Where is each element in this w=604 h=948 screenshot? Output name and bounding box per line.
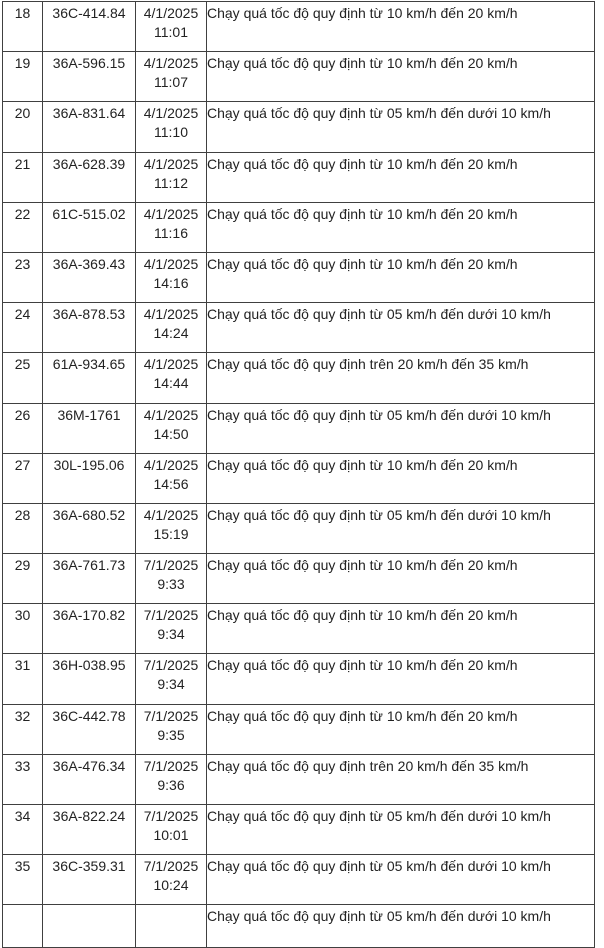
row-number-cell: 20 [3, 102, 43, 152]
license-plate-cell: 36C-414.84 [43, 2, 136, 52]
violation-date: 4/1/2025 [143, 205, 199, 222]
table-row [3, 604, 595, 654]
license-plate-cell: 36A-878.53 [43, 303, 136, 353]
violation-description-cell: Chạy quá tốc độ quy định từ 10 km/h đến 20 km/h [207, 252, 595, 302]
violation-time: 11:01 [154, 24, 188, 40]
table-row [3, 202, 595, 252]
license-plate-cell: 36A-822.24 [43, 805, 136, 855]
violation-date: 4/1/2025 [143, 155, 199, 172]
datetime-cell [136, 905, 207, 948]
violation-time: 15:19 [153, 525, 189, 542]
violation-date: 7/1/2025 [143, 757, 199, 774]
violation-description-cell: Chạy quá tốc độ quy định từ 10 km/h đến 20 km/h [207, 202, 595, 252]
violation-time: 9:33 [157, 576, 185, 593]
violation-time: 11:16 [154, 224, 188, 241]
violation-description-cell: Chạy quá tốc độ quy định từ 05 km/h đến dưới 10 km/h [207, 855, 595, 905]
license-plate-cell: 36A-831.64 [43, 102, 136, 152]
table-row [3, 654, 595, 704]
license-plate-cell: 36A-476.34 [43, 754, 136, 804]
datetime-cell [136, 754, 207, 804]
table-row [3, 102, 595, 152]
license-plate-cell: 36C-359.31 [43, 855, 136, 905]
datetime-cell [136, 303, 207, 353]
violation-time: 14:24 [153, 325, 189, 342]
violation-date: 4/1/2025 [143, 5, 199, 21]
license-plate-cell: 36A-628.39 [43, 152, 136, 202]
datetime-cell [136, 252, 207, 302]
license-plate-cell: 36C-442.78 [43, 704, 136, 754]
violation-description-cell: Chạy quá tốc độ quy định trên 20 km/h đến 35 km/h [207, 754, 595, 804]
violation-description-cell: Chạy quá tốc độ quy định từ 05 km/h đến dưới 10 km/h [207, 303, 595, 353]
violation-date: 4/1/2025 [143, 356, 199, 373]
license-plate-cell: 36A-761.73 [43, 554, 136, 604]
datetime-cell [136, 403, 207, 453]
violation-date: 4/1/2025 [143, 506, 199, 523]
table-row [3, 503, 595, 553]
violation-time: 9:34 [157, 676, 185, 693]
violation-description-cell: Chạy quá tốc độ quy định từ 05 km/h đến dưới 10 km/h [207, 905, 595, 948]
datetime-cell [136, 202, 207, 252]
violation-description-cell: Chạy quá tốc độ quy định từ 05 km/h đến dưới 10 km/h [207, 805, 595, 855]
violation-time: 11:10 [154, 124, 188, 141]
table-row [3, 152, 595, 202]
violation-date: 4/1/2025 [143, 306, 199, 323]
table-row [3, 855, 595, 905]
violation-time: 11:12 [154, 174, 188, 191]
datetime-cell [136, 654, 207, 704]
license-plate-cell [43, 905, 136, 948]
violation-description-cell: Chạy quá tốc độ quy định từ 10 km/h đến 20 km/h [207, 604, 595, 654]
violation-description-cell: Chạy quá tốc độ quy định trên 20 km/h đến 35 km/h [207, 353, 595, 403]
violation-description-cell: Chạy quá tốc độ quy định từ 05 km/h đến dưới 10 km/h [207, 403, 595, 453]
datetime-cell [136, 453, 207, 503]
datetime-cell [136, 102, 207, 152]
violation-time: 14:50 [153, 425, 189, 442]
row-number-cell: 27 [3, 453, 43, 503]
table-row [3, 252, 595, 302]
license-plate-cell: 36H-038.95 [43, 654, 136, 704]
row-number-cell: 24 [3, 303, 43, 353]
row-number-cell: 21 [3, 152, 43, 202]
violation-time: 9:35 [157, 726, 185, 743]
datetime-cell [136, 604, 207, 654]
row-number-cell: 34 [3, 805, 43, 855]
datetime-cell [136, 152, 207, 202]
table-row [3, 2, 595, 52]
license-plate-cell: 36A-680.52 [43, 503, 136, 553]
violation-date: 7/1/2025 [143, 858, 199, 875]
row-number-cell: 30 [3, 604, 43, 654]
table-row [3, 754, 595, 804]
violation-time: 14:56 [153, 475, 189, 492]
violation-date: 4/1/2025 [143, 456, 199, 473]
datetime-cell [136, 503, 207, 553]
violation-time: 9:34 [157, 626, 185, 643]
license-plate-cell: 30L-195.06 [43, 453, 136, 503]
license-plate-cell: 61C-515.02 [43, 202, 136, 252]
license-plate-cell: 36M-1761 [43, 403, 136, 453]
violation-description-cell: Chạy quá tốc độ quy định từ 10 km/h đến 20 km/h [207, 453, 595, 503]
license-plate-cell: 36A-170.82 [43, 604, 136, 654]
datetime-cell [136, 353, 207, 403]
license-plate-cell: 61A-934.65 [43, 353, 136, 403]
row-number-cell: 31 [3, 654, 43, 704]
violation-description-cell: Chạy quá tốc độ quy định từ 05 km/h đến dưới 10 km/h [207, 102, 595, 152]
row-number-cell: 22 [3, 202, 43, 252]
violation-description-cell: Chạy quá tốc độ quy định từ 05 km/h đến dưới 10 km/h [207, 503, 595, 553]
violation-date: 4/1/2025 [143, 255, 199, 272]
row-number-cell: 33 [3, 754, 43, 804]
license-plate-cell: 36A-369.43 [43, 252, 136, 302]
row-number-cell: 26 [3, 403, 43, 453]
datetime-cell [136, 704, 207, 754]
row-number-cell: 29 [3, 554, 43, 604]
violation-time: 10:01 [153, 827, 189, 843]
violation-date: 4/1/2025 [143, 105, 199, 122]
row-number-cell: 19 [3, 52, 43, 102]
violation-description-cell: Chạy quá tốc độ quy định từ 10 km/h đến 20 km/h [207, 704, 595, 754]
violation-description-cell: Chạy quá tốc độ quy định từ 10 km/h đến 20 km/h [207, 52, 595, 102]
violation-date: 7/1/2025 [143, 808, 199, 824]
table-row [3, 403, 595, 453]
violation-date: 7/1/2025 [143, 557, 199, 574]
row-number-cell: 23 [3, 252, 43, 302]
violations-table-body [3, 2, 595, 948]
row-number-cell: 25 [3, 353, 43, 403]
table-row [3, 554, 595, 604]
table-row [3, 52, 595, 102]
row-number-cell [3, 905, 43, 948]
table-row [3, 704, 595, 754]
datetime-cell [136, 855, 207, 905]
datetime-cell [136, 805, 207, 855]
row-number-cell: 18 [3, 2, 43, 52]
violation-date: 7/1/2025 [143, 607, 199, 624]
violation-description-cell: Chạy quá tốc độ quy định từ 10 km/h đến 20 km/h [207, 152, 595, 202]
violation-description-cell: Chạy quá tốc độ quy định từ 10 km/h đến 20 km/h [207, 2, 595, 52]
violation-date: 7/1/2025 [143, 707, 199, 724]
table-row [3, 453, 595, 503]
violation-date: 4/1/2025 [143, 406, 199, 423]
row-number-cell: 32 [3, 704, 43, 754]
datetime-cell [136, 52, 207, 102]
violations-table [2, 1, 595, 948]
row-number-cell: 28 [3, 503, 43, 553]
violation-time: 14:16 [153, 274, 189, 291]
violation-time: 10:24 [153, 877, 189, 894]
row-number-cell: 35 [3, 855, 43, 905]
violation-date: 7/1/2025 [143, 657, 199, 674]
license-plate-cell: 36A-596.15 [43, 52, 136, 102]
violation-time: 14:44 [153, 375, 189, 392]
datetime-cell [136, 554, 207, 604]
violation-time: 9:36 [157, 776, 185, 793]
table-row [3, 905, 595, 948]
violation-description-cell: Chạy quá tốc độ quy định từ 10 km/h đến 20 km/h [207, 554, 595, 604]
table-row [3, 805, 595, 855]
violation-time: 11:07 [154, 74, 188, 91]
violation-description-cell: Chạy quá tốc độ quy định từ 10 km/h đến 20 km/h [207, 654, 595, 704]
violation-date: 4/1/2025 [143, 55, 199, 72]
table-row [3, 353, 595, 403]
datetime-cell [136, 2, 207, 52]
table-row [3, 303, 595, 353]
